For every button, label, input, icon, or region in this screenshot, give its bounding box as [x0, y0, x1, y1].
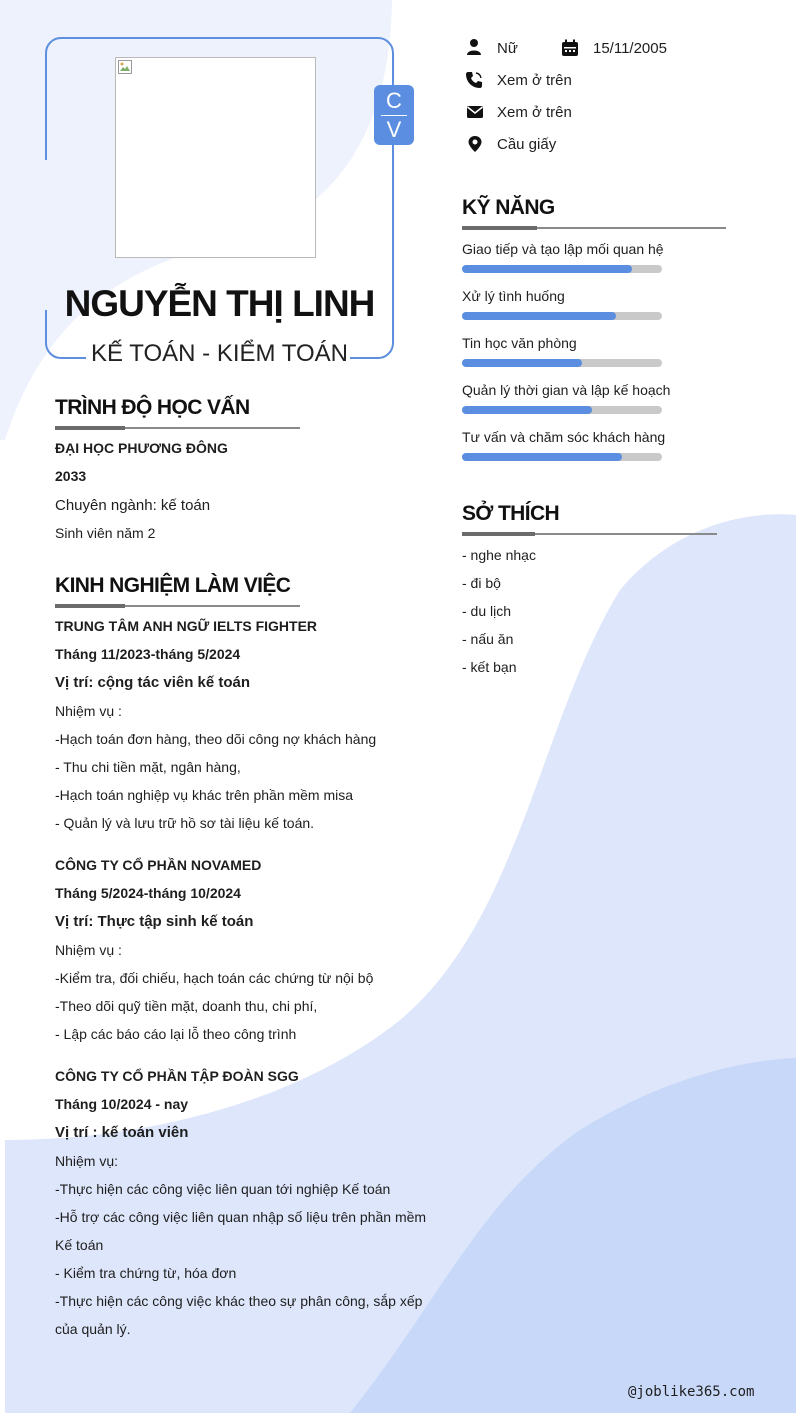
skill-bar-fill: [462, 265, 632, 273]
education-divider: [55, 427, 300, 429]
job-duty: - Lập các báo cáo lại lỗ theo công trình: [55, 1026, 297, 1042]
hobbies-divider: [462, 533, 717, 535]
candidate-job-title: KẾ TOÁN - KIỂM TOÁN: [91, 340, 348, 367]
skills-heading: KỸ NĂNG: [462, 196, 555, 219]
job-duty: -Hỗ trợ các công việc liên quan nhập số liệu trên phần mềm: [55, 1209, 427, 1225]
job-period: Tháng 10/2024 - nay: [55, 1096, 189, 1112]
job-duty: - Quản lý và lưu trữ hồ sơ tài liệu kế toán.: [55, 815, 315, 831]
job-duty: -Hạch toán đơn hàng, theo dõi công nợ khách hàng: [55, 731, 377, 747]
education-school: ĐẠI HỌC PHƯƠNG ĐÔNG: [55, 440, 228, 456]
job-position: Vị trí: cộng tác viên kế toán: [55, 674, 251, 691]
hobby-item: - nghe nhạc: [462, 547, 536, 563]
skill-bar: [462, 312, 662, 320]
job-position: Vị trí : kế toán viên: [55, 1124, 189, 1141]
skill-label: Tư vấn và chăm sóc khách hàng: [462, 429, 666, 445]
skill-label: Xử lý tình huống: [462, 288, 565, 304]
job-duty: -Thực hiện các công việc liên quan tới nghiệp Kế toán: [55, 1181, 391, 1197]
skill-bar: [462, 265, 662, 273]
profile-photo: [115, 57, 316, 258]
cv-badge-divider: [381, 115, 407, 116]
job-duties-label: Nhiệm vụ:: [55, 1153, 119, 1169]
education-heading: TRÌNH ĐỘ HỌC VẤN: [55, 396, 250, 419]
candidate-name: NGUYỄN THỊ LINH: [64, 283, 375, 324]
education-year: 2033: [55, 468, 87, 484]
education-note: Sinh viên năm 2: [55, 525, 156, 541]
skill-bar: [462, 453, 662, 461]
job-duty: - Thu chi tiền mặt, ngân hàng,: [55, 759, 241, 775]
hobbies-heading: SỞ THÍCH: [462, 502, 560, 525]
skill-bar: [462, 359, 662, 367]
job-company: CÔNG TY CỔ PHẦN TẬP ĐOÀN SGG: [55, 1068, 299, 1084]
job-period: Tháng 5/2024-tháng 10/2024: [55, 885, 241, 901]
job-duty: -Hạch toán nghiệp vụ khác trên phần mềm misa: [55, 787, 354, 803]
skill-bar-fill: [462, 406, 592, 414]
job-duty: Kế toán: [55, 1237, 104, 1253]
education-major: Chuyên ngành: kế toán: [55, 497, 211, 514]
broken-image-icon: [118, 60, 132, 74]
job-duties-label: Nhiệm vụ :: [55, 703, 122, 719]
job-duty: của quản lý.: [55, 1321, 131, 1337]
contact-address: Cầu giấy: [497, 136, 557, 153]
job-duty: -Theo dõi quỹ tiền mặt, doanh thu, chi phí,: [55, 998, 318, 1014]
job-company: TRUNG TÂM ANH NGỮ IELTS FIGHTER: [55, 618, 318, 634]
cv-badge-letter-v: V: [386, 116, 402, 142]
hobby-item: - kết bạn: [462, 659, 517, 675]
skill-label: Tin học văn phòng: [462, 335, 577, 351]
cv-badge-letter-c: C: [386, 87, 402, 113]
contact-phone: Xem ở trên: [497, 72, 572, 89]
job-duty: - Kiểm tra chứng từ, hóa đơn: [55, 1265, 237, 1281]
phone-icon: [465, 71, 483, 89]
skill-label: Giao tiếp và tạo lập mối quan hệ: [462, 241, 664, 257]
contact-gender: Nữ: [497, 40, 518, 57]
skill-bar-fill: [462, 312, 616, 320]
skill-bar-fill: [462, 359, 582, 367]
contact-email: Xem ở trên: [497, 104, 572, 121]
user-icon: [465, 38, 483, 56]
skills-divider: [462, 227, 726, 229]
job-company: CÔNG TY CỔ PHẦN NOVAMED: [55, 857, 262, 873]
skill-bar: [462, 406, 662, 414]
hobby-item: - đi bộ: [462, 575, 501, 591]
hobby-item: - du lịch: [462, 603, 512, 619]
hobby-item: - nấu ăn: [462, 631, 514, 647]
watermark: @joblike365.com: [628, 1384, 755, 1400]
job-period: Tháng 11/2023-tháng 5/2024: [55, 646, 241, 662]
location-icon: [466, 135, 484, 153]
calendar-icon: [561, 39, 579, 57]
mail-icon: [466, 103, 484, 121]
experience-divider: [55, 605, 300, 607]
job-duty: -Thực hiện các công việc khác theo sự phân công, sắp xếp: [55, 1293, 423, 1309]
contact-birthday: 15/11/2005: [593, 40, 667, 57]
experience-heading: KINH NGHIỆM LÀM VIỆC: [55, 574, 291, 597]
job-duties-label: Nhiệm vụ :: [55, 942, 122, 958]
job-position: Vị trí: Thực tập sinh kế toán: [55, 913, 254, 930]
skill-label: Quản lý thời gian và lập kế hoạch: [462, 382, 671, 398]
skill-bar-fill: [462, 453, 622, 461]
cv-badge: [374, 85, 414, 145]
job-duty: -Kiểm tra, đối chiếu, hạch toán các chứng từ nội bộ: [55, 970, 374, 986]
